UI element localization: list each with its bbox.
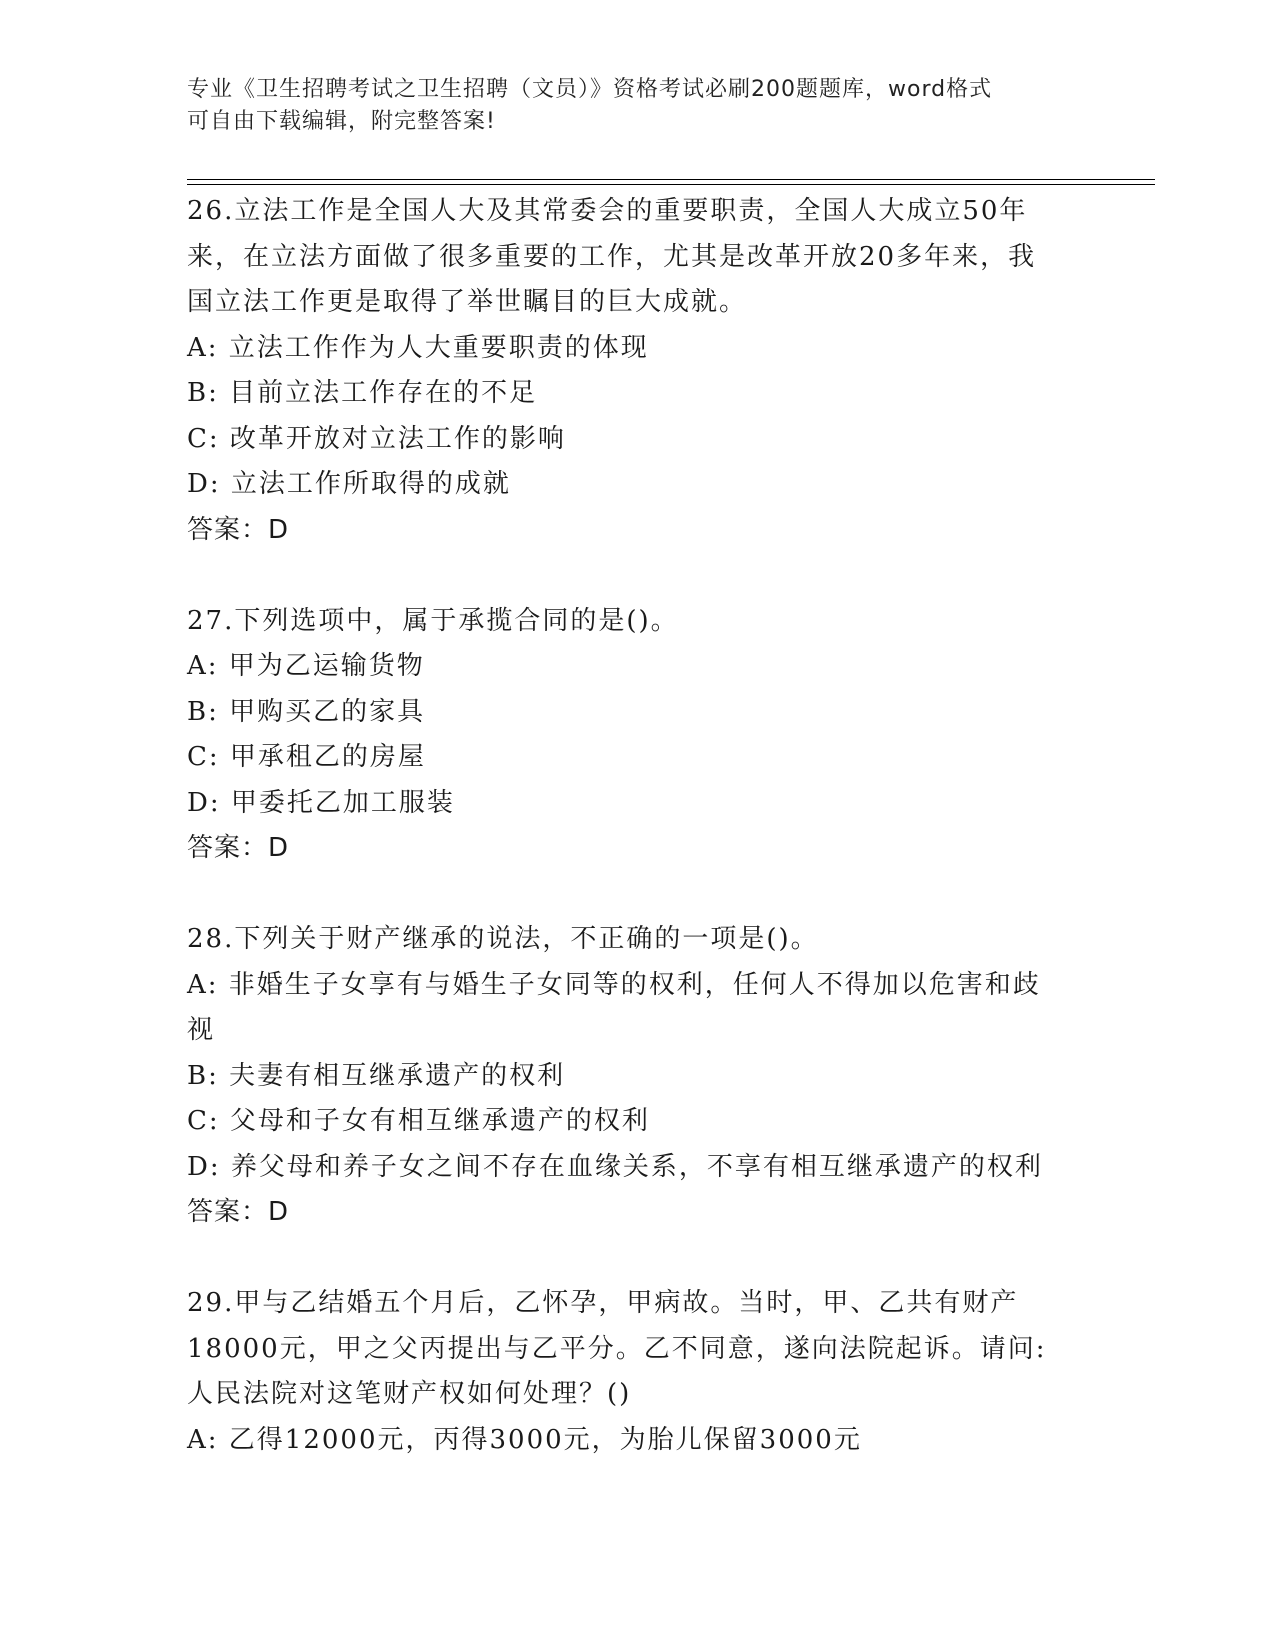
answer: 答案：D bbox=[187, 1197, 290, 1227]
option-b: B: 甲购买乙的家具 bbox=[187, 696, 426, 727]
option-a-continued: 视 bbox=[187, 1015, 216, 1045]
question-stem-line: 28.下列关于财产继承的说法，不正确的一项是()。 bbox=[187, 924, 819, 954]
header-line-1: 专业《卫生招聘考试之卫生招聘（文员）》资格考试必刷200题题库，word格式 bbox=[187, 77, 993, 102]
question-stem-line: 26.立法工作是全国人大及其常委会的重要职责，全国人大成立50年 bbox=[187, 196, 1028, 226]
option-c: C: 甲承租乙的房屋 bbox=[187, 742, 426, 772]
question-stem-line: 18000元，甲之父丙提出与乙平分。乙不同意，遂向法院起诉。请问: bbox=[187, 1333, 1047, 1364]
option-b: B: 目前立法工作存在的不足 bbox=[187, 378, 538, 408]
question-29 bbox=[187, 1281, 1087, 1463]
header-divider-bottom bbox=[187, 184, 1155, 185]
option-d: D: 养父母和养子女之间不存在血缘关系，不享有相互继承遗产的权利 bbox=[187, 1151, 1043, 1182]
header-line-2: 可自由下载编辑，附完整答案! bbox=[187, 109, 496, 134]
question-stem-line: 来，在立法方面做了很多重要的工作，尤其是改革开放20多年来，我 bbox=[187, 241, 1037, 272]
option-d: D: 立法工作所取得的成就 bbox=[187, 469, 511, 499]
question-stem-line: 27.下列选项中，属于承揽合同的是()。 bbox=[187, 605, 679, 636]
question-list bbox=[187, 189, 1087, 1509]
option-c: C: 父母和子女有相互继承遗产的权利 bbox=[187, 1106, 650, 1136]
document-header bbox=[187, 74, 1067, 138]
option-d: D: 甲委托乙加工服装 bbox=[187, 787, 455, 818]
question-stem-line: 人民法院对这笔财产权如何处理？() bbox=[187, 1379, 632, 1409]
question-26 bbox=[187, 189, 1087, 553]
header-divider-top bbox=[187, 179, 1155, 180]
option-c: C: 改革开放对立法工作的影响 bbox=[187, 423, 566, 454]
option-a: A: 立法工作作为人大重要职责的体现 bbox=[187, 332, 649, 363]
answer: 答案：D bbox=[187, 514, 290, 545]
option-a: A: 非婚生子女享有与婚生子女同等的权利，任何人不得加以危害和歧 bbox=[187, 969, 1041, 1000]
answer: 答案：D bbox=[187, 833, 290, 863]
question-stem-line: 国立法工作更是取得了举世瞩目的巨大成就。 bbox=[187, 287, 748, 317]
question-28 bbox=[187, 917, 1087, 1236]
option-b: B: 夫妻有相互继承遗产的权利 bbox=[187, 1060, 566, 1091]
question-stem-line: 29.甲与乙结婚五个月后，乙怀孕，甲病故。当时，甲、乙共有财产 bbox=[187, 1288, 1019, 1318]
option-a: A: 甲为乙运输货物 bbox=[187, 651, 425, 681]
option-a: A: 乙得12000元，丙得3000元，为胎儿保留3000元 bbox=[187, 1424, 862, 1455]
question-27 bbox=[187, 599, 1087, 872]
